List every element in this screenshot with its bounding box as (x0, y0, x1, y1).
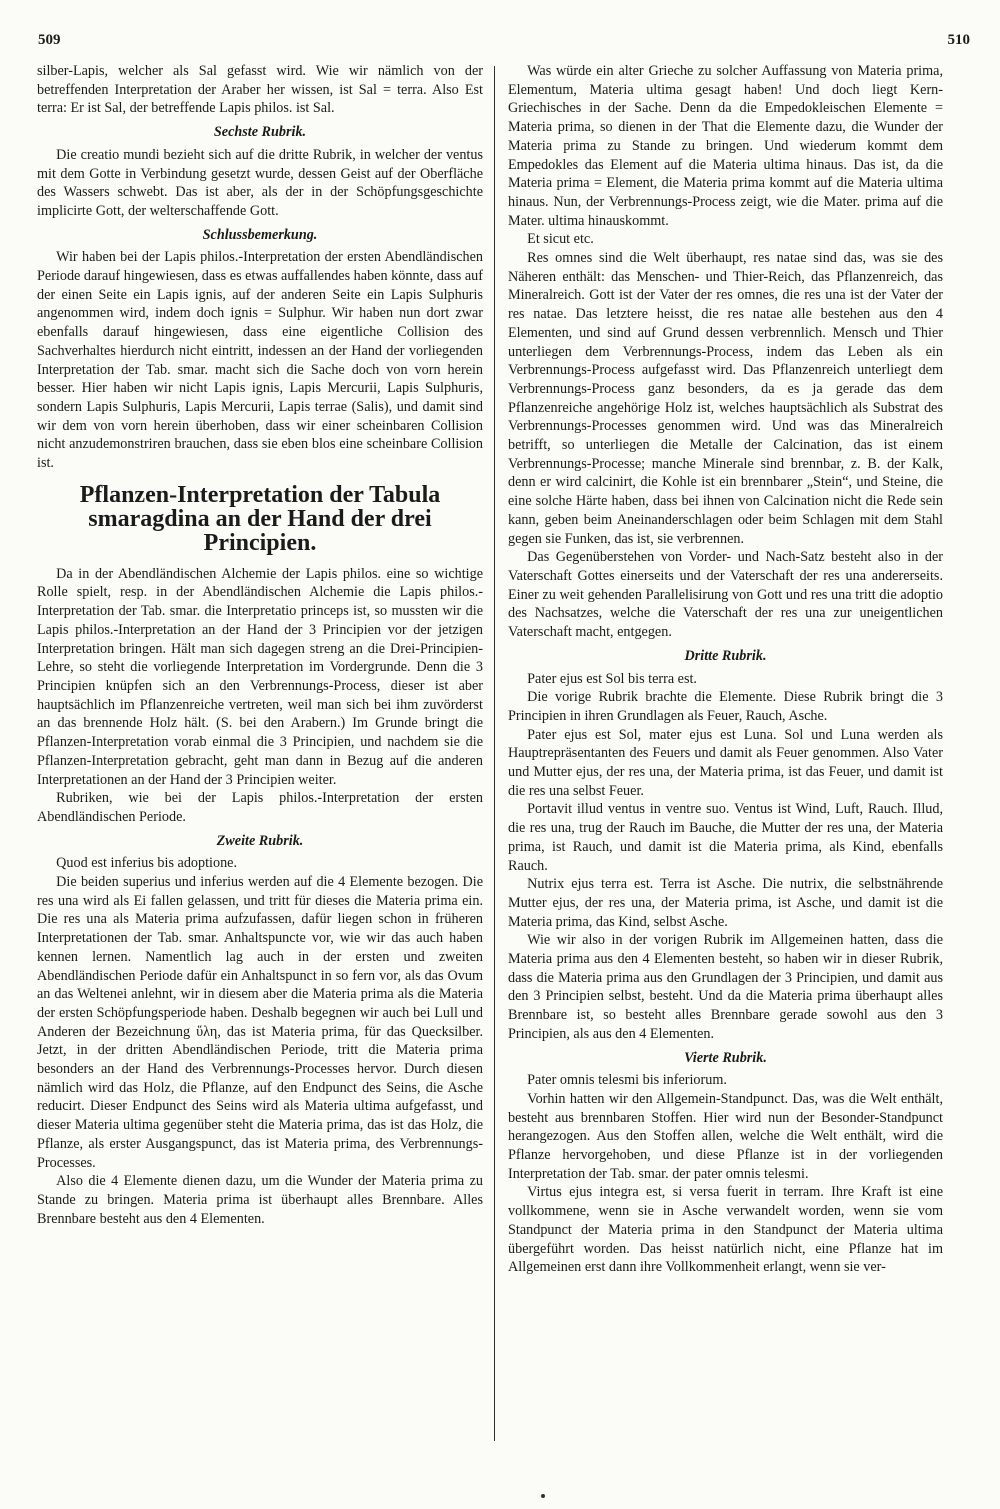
paragraph: Wie wir also in der vorigen Rubrik im Allgemeinen hatten, dass die Materia prima aus den 4 Elementen besteht, so haben wir in dieser Rubrik, dass die Materia prima aus den Grundlagen der 3 Principien, und damit aus den 3 Principien selbst, besteht. Und da die Materia prima überhaupt alles Brennbare ist, so besteht alles Brennbare gerade sowohl aus den 3 Principien, als aus den 4 Elementen. (508, 932, 943, 1042)
chapter-title: Pflanzen-Interpretation der Tabula smaragdina an der Hand der drei Principien. (79, 481, 441, 556)
left-column (37, 62, 483, 1228)
paragraph: Pater omnis telesmi bis inferiorum. (527, 1072, 727, 1089)
paragraph: Rubriken, wie bei der Lapis philos.-Interpretation der ersten Abendländischen Periode. (37, 790, 483, 825)
column-divider (494, 66, 495, 1441)
section-heading: Sechste Rubrik. (213, 124, 307, 141)
section-heading: Vierte Rubrik. (684, 1049, 767, 1066)
paragraph: Die creatio mundi bezieht sich auf die dritte Rubrik, in welcher der ventus mit dem Gotte in Verbindung gesetzt wurde, dessen Geist auf der Oberfläche des Wassers schwebt. Das ist aber, als der in der Schöpfungsgeschichte implicirte Gott, der welterschaffende Gott. (37, 146, 483, 219)
paragraph: Wir haben bei der Lapis philos.-Interpretation der ersten Abendländischen Periode darauf hingewiesen, dass es etwas auffallendes haben könnte, dass auf der einen Seite ein Lapis ignis, auf der anderen Seite ein Lapis Sulphuris angenommen wird, indem doch ignis = Sulphur. Wir haben nun dort zwar ebenfalls darauf hingewiesen, dass eine eigentliche Collision des Sachverhaltes hierdurch nicht eintritt, indessen an der Hand der vorliegenden Interpretation der Tab. smar. macht sich die Sache doch von vorn herein besser. Hier haben wir nicht Lapis ignis, Lapis Mercurii, Lapis Sulphuris, sondern Lapis Sulphuris, Lapis Mercurii, Lapis terrae (Salis), und damit sind wir dem von vorn herein überhoben, dass wir einer scheinbaren Collision nicht anzudemonstriren brauchen, dass sie eben blos eine scheinbare Collision ist. (37, 249, 483, 472)
paragraph: Virtus ejus integra est, si versa fuerit in terram. Ihre Kraft ist eine vollkommene, wenn sie in Asche verwandelt worden, wenn sie vom Standpunct der Materia prima in den Standpunct der Materia ultima übergeführt worden. Das heisst natürlich nicht, eine Pflanze hat im Allgemeinen erst dann ihre Vollkommenheit erlangt, wenn sie ver- (508, 1184, 943, 1276)
paragraph: Also die 4 Elemente dienen dazu, um die Wunder der Materia prima zu Stande zu bringen. Materia prima ist überhaupt alles Brennbare. Alles Brennbare besteht aus den 4 Elementen. (37, 1173, 483, 1227)
paragraph: silber-Lapis, welcher als Sal gefasst wird. Wie wir nämlich von der betreffenden Interpretation der Araber her wissen, ist Sal = terra. Also Est terra: Er ist Sal, der betreffende Lapis philos. ist Sal. (37, 63, 483, 117)
page-number-left: 509 (38, 32, 61, 48)
paragraph: Die vorige Rubrik brachte die Elemente. Diese Rubrik bringt die 3 Principien in ihren Grundlagen als Feuer, Rauch, Asche. (508, 689, 943, 724)
bottom-ink-dot (541, 1494, 545, 1498)
paragraph: Portavit illud ventus in ventre suo. Ventus ist Wind, Luft, Rauch. Illud, die res una, trug der Rauch im Bauche, die Mutter der res una, der Materia prima, ist Rauch, und damit ist die Materia prima, als Kind, ebenfalls Rauch. (508, 801, 943, 874)
paragraph: Vorhin hatten wir den Allgemein-Standpunct. Das, was die Welt enthält, besteht aus brennbaren Stoffen. Hier wird nun der Besonder-Standpunct herangezogen. Aus den Stoffen allen, welche die Welt enthält, wird die Pflanze hervorgehoben, und diese Pflanze ist in der vorliegenden Interpretation der Tab. smar. der pater omnis telesmi. (508, 1090, 943, 1182)
right-column (508, 62, 943, 1277)
paragraph: Was würde ein alter Grieche zu solcher Auffassung von Materia prima, Elementum, Materia ultima gesagt haben! Und doch liegt Kern-Griechisches in der Sache. Denn da die Empedokleischen Elemente = Materia prima, so dienen in der That die Elemente dazu, die Wunder der Materia prima zu Stande zu bringen. Und wiederum kommt dem Empedokles das Element auf die Materia ultima hinaus. Das ist, da die Materia prima = Element, die Materia prima kommt auf die Materia ultima hinaus. Nun, der Verbrennungs-Process zeigt, wie die Mater. prima auf die Mater. ultima hinauskommt. (508, 63, 943, 229)
paragraph: Da in der Abendländischen Alchemie der Lapis philos. eine so wichtige Rolle spielt, resp. in der Abendländischen Alchemie die Lapis philos.-Interpretation der Tab. smar. die Interpretatio princeps ist, so mussten wir die Lapis philos.-Interpretation an der Hand der 3 Principien vor der jetzigen Interpretation bringen. Hält man sich dagegen streng an die Drei-Principien-Lehre, so steht die vorliegende Interpretation im Vordergrunde. Denn die 3 Principien knüpfen sich an den Verbrennungs-Process, dieser ist aber hauptsächlich im Pflanzenreiche vertreten, weil man sich bei ihm zuvörderst an das brennende Holz hält. (S. bei den Arabern.) Im Grunde bringt die Pflanzen-Interpretation vorab einmal die 3 Principien, und nachdem sie die Pflanzen-Interpretation gebracht, geht man dann in Bezug auf die anderen Interpretationen an der Hand der 3 Principien weiter. (37, 565, 483, 788)
section-heading: Zweite Rubrik. (216, 832, 304, 849)
section-heading: Dritte Rubrik. (684, 647, 767, 664)
paragraph: Die beiden superius und inferius werden auf die 4 Elemente bezogen. Die res una wird als Ei fallen gelassen, und tritt für dieses die Materia prima ein. Die res una als Materia prima aufzufassen, dafür liegen schon in früheren Interpretationen der Tab. smar. Anhaltspuncte vor, wie wir das auch haben kennen lernen. Namentlich lag auch in der ersten und zweiten Abendländischen Periode dafür ein Anhaltspunct in so fern vor, als das Ovum an das Weltenei anlehnt, wir in diesem aber die Materia prima als die Materia der ersten Schöpfungsperiode haben. Deshalb begegnen wir auch bei Lull und Anderen der Bezeichnung ὕλη, das ist Materia prima, für das Quecksilber. Jetzt, in der dritten Abendländischen Periode, tritt die Materia prima besonders an der Hand des Verbrennungs-Processes hervor. Durch diesen nämlich wird das Holz, die Pflanze, auf den Endpunct des Seins, die Asche reducirt. Dieser Endpunct des Seins wird als Materia ultima aufgefasst, und dieser Materia ultima gegenüber steht die Materia prima, das ist das Holz, die Pflanze, als erster Ausgangspunct, das ist Materia prima, des Verbrennungs-Processes. (37, 874, 483, 1171)
section-heading: Schlussbemerkung. (202, 226, 318, 243)
paragraph: Nutrix ejus terra est. Terra ist Asche. Die nutrix, die selbstnährende Mutter ejus, der res una, der Materia prima, ist Asche, und damit ist die Materia prima, das Kind, selbst Asche. (508, 876, 943, 930)
paragraph: Pater ejus est Sol, mater ejus est Luna. Sol und Luna werden als Hauptrepräsentanten des Feuers und damit als Feuer genommen. Also Vater und Mutter ejus, der res una, der Materia prima, ist das Feuer, und damit ist die res una selbst Feuer. (508, 726, 943, 799)
paragraph: Das Gegenüberstehen von Vorder- und Nach-Satz besteht also in der Vaterschaft Gottes einerseits und der Vaterschaft der res una andererseits. Einer zu weit gehenden Parallelisirung von Gott und res una tritt die adoptio des Nachsatzes, welche die Vaterschaft der res una zur uneigentlichen Vaterschaft macht, entgegen. (508, 549, 943, 641)
paragraph: Pater ejus est Sol bis terra est. (527, 670, 697, 687)
paragraph: Res omnes sind die Welt überhaupt, res natae sind das, was sie des Näheren enthält: das Menschen- und Thier-Reich, das Pflanzenreich, das Mineralreich. Gott ist der Vater der res omnes, die res una ist der Vater der res natae. Das letztere heisst, die res natae alle bestehen aus den 4 Elementen, und sind auf Grund dessen verbrennlich. Mensch und Thier unterliegen dem Verbrennungs-Process, indem das Leben als ein Verbrennungs-Process aufgefasst wird. Das Pflanzenreich unterliegt dem Verbrennungs-Process ganz besonders, da es ja gerade das dem Pflanzenreiche angehörige Holz ist, welches hauptsächlich als Substrat des Verbrennungs-Processes genommen wird. Und was das Mineralreich betrifft, so unterliegen die Metalle der Calcination, das ist einem Verbrennungs-Processe; manche Minerale sind brennbar, z. B. der Kalk, denn er wird calcinirt, die Kohle ist ein brennbarer „Stein“, und Steine, die eine solche Härte haben, dass bei ihnen von Calcination nicht die Rede sein kann, geben beim Aneinanderschlagen oder beim Schlagen mit dem Stahl gegen sie Funken, das ist, sie verbrennen. (508, 250, 943, 547)
page-number-right: 510 (947, 32, 970, 48)
paragraph: Et sicut etc. (527, 231, 594, 248)
paragraph: Quod est inferius bis adoptione. (56, 855, 238, 872)
